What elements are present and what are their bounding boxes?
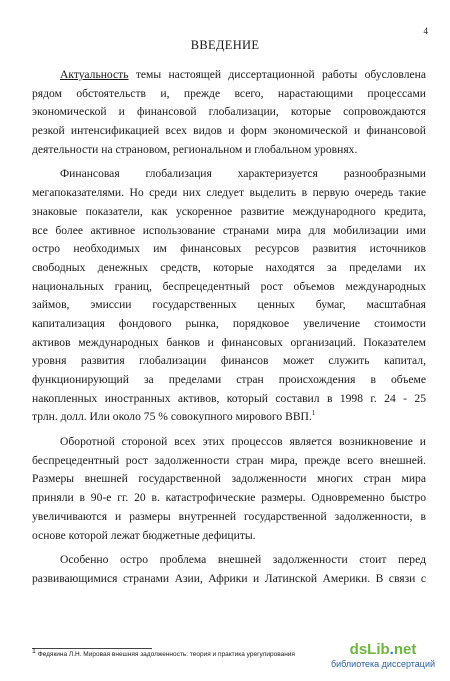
text-line: мегапоказателями. Но среди них следует выделить в первую очередь такие: [32, 186, 426, 200]
paragraph-1: [32, 66, 426, 159]
text-line: Актуальность темы настоящей диссертационной работы обусловлена: [60, 68, 426, 81]
footnote-reference[interactable]: 1: [311, 409, 316, 418]
text-line: беспрецедентный рост задолженности стран мира, прежде всего внешней.: [32, 453, 426, 467]
text-line: остро необходимых им финансовых ресурсов развития источников: [32, 242, 426, 256]
text-line: активов международных банков и финансовых организаций. Показателем: [32, 335, 426, 349]
dslib-watermark[interactable]: [322, 641, 444, 677]
text-line: основе которой лежат бюджетные дефициты.: [32, 528, 256, 542]
paragraph-3: [32, 433, 426, 545]
paragraph-2: [32, 165, 426, 427]
text-line: рядом обстоятельств и, прежде всего, нарастающими процессами: [32, 86, 426, 100]
text-line: трлн. долл. Или около 75 % совокупного мирового ВВП.$^1$: [32, 409, 316, 424]
page-number: 4: [423, 26, 428, 36]
text-line: приняли в 90-е гг. 20 в. катастрофические размеры. Одновременно быстро: [32, 491, 426, 505]
paragraph-4: [32, 551, 426, 588]
text-line: знаковые показатели, как ускоренное развитие международного кредита,: [32, 204, 426, 218]
text-line: капитализация фондового рынка, порядковое увеличение стоимости: [32, 316, 426, 330]
text-line: резкой интенсификацией всех видов и форм экономической и финансовой: [32, 124, 426, 138]
text-line: Оборотной стороной всех этих процессов является возникновение и: [60, 435, 426, 449]
text-line: свободных денежных средств, которые находятся за пределами их: [32, 260, 426, 274]
text-line: Особенно остро проблема внешней задолженности стоит перед: [60, 553, 426, 567]
text-line: уровня развития глобализации финансов может служить капитал,: [32, 354, 426, 368]
text-line: увеличиваются и размеры внутренней государственной задолженности, в: [32, 509, 426, 523]
watermark-caption: библиотека диссертаций: [330, 659, 435, 669]
text-line: Размеры внешней государственной задолженности многих стран мира: [32, 472, 426, 486]
text-line: все более активное использование странами мира для мобилизации ими: [32, 223, 426, 237]
footnote: $^1$ Федякина Л.Н. Мировая внешняя задолженность: теория и практика урегулирования: [32, 647, 295, 658]
text-line: национальных границ, беспрецедентный рост объемов международных: [32, 279, 426, 293]
text-line: накопленных иностранных активов, который составил в 1998 г. 24 - 25: [32, 391, 426, 405]
dslib-logo: dsLib.net: [349, 641, 417, 658]
text-line: Финансовая глобализация характеризуется разнообразными: [60, 167, 426, 181]
text-line: деятельности на страновом, региональном и глобальном уровнях.: [32, 142, 358, 156]
footnote-divider: [32, 648, 152, 649]
emphasis-term: Актуальность: [60, 68, 129, 81]
text-line: функционирующий за пределами стран происхождения в объеме: [32, 373, 426, 386]
section-title: ВВЕДЕНИЕ: [190, 38, 260, 52]
text-line: экономической и финансовой глобализации, которые сопровождаются: [32, 105, 426, 119]
text-line: развивающимися странами Азии, Африки и Латинской Америки. В связи с: [32, 571, 426, 585]
text-line: займов, эмиссии государственных ценных бумаг, масштабная: [32, 298, 426, 312]
body-text: [32, 66, 426, 589]
